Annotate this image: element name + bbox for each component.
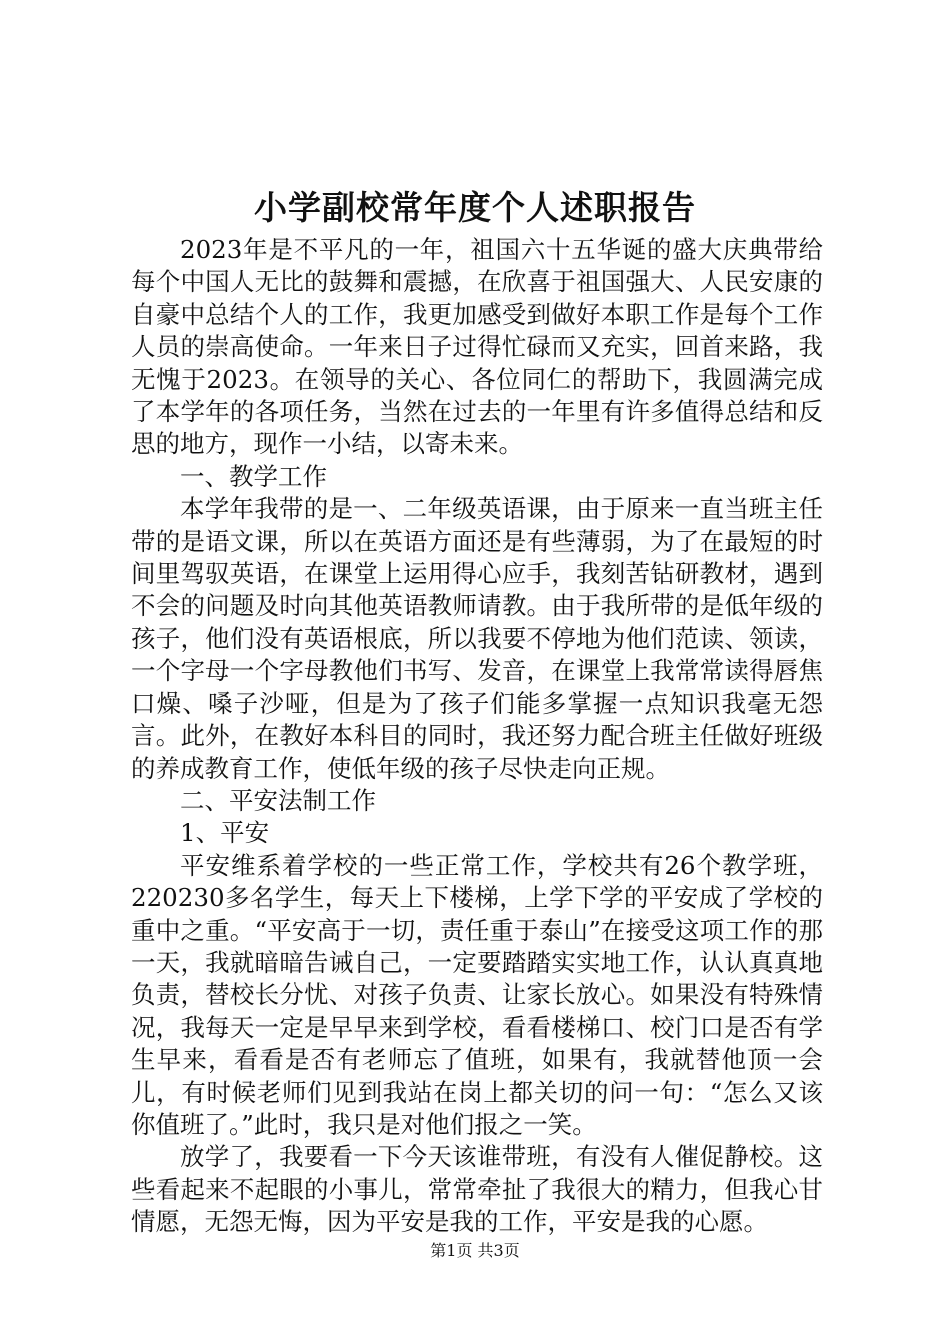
paragraph-after-school: 放学了，我要看一下今天该谁带班，有没有人催促静校。这些看起来不起眼的小事儿，常常牵扯了我很大的精力，但我心甘情愿，无怨无悔，因为平安是我的工作，平安是我的心愿。: [131, 1142, 823, 1237]
section-heading-safety-law: 二、平安法制工作: [180, 785, 376, 815]
paragraph-teaching: 本学年我带的是一、二年级英语课，由于原来一直当班主任带的是语文课，所以在英语方面还是有些薄弱，为了在最短的时间里驾驭英语，在课堂上运用得心应手，我刻苦钻研教材，遇到不会的问题及时向其他英语教师请教。由于我所带的是低年级的孩子，他们没有英语根底，所以我要不停地为他们范读、领读，一个字母一个字母教他们书写、发音，在课堂上我常常读得唇焦口燥、嗓子沙哑，但是为了孩子们能多掌握一点知识我毫无怨言。此外，在教好本科目的同时，我还努力配合班主任做好班级的养成教育工作，使低年级的孩子尽快走向正规。: [131, 494, 823, 783]
paragraph-intro: 2023年是不平凡的一年，祖国六十五华诞的盛大庆典带给每个中国人无比的鼓舞和震撼，在欣喜于祖国强大、人民安康的自豪中总结个人的工作，我更加感受到做好本职工作是每个工作人员的崇高使命。一年来日子过得忙碌而又充实，回首来路，我无愧于2023。在领导的关心、各位同仁的帮助下，我圆满完成了本学年的各项任务，当然在过去的一年里有许多值得总结和反思的地方，现作一小结，以寄未来。: [131, 235, 823, 459]
page-number: 第1页 共3页: [430, 1241, 520, 1260]
document-title: 小学副校常年度个人述职报告: [254, 188, 696, 227]
subsection-heading-safety: 1、平安: [180, 818, 270, 848]
document-body: [131, 234, 823, 1239]
section-heading-teaching: 一、教学工作: [180, 461, 327, 491]
paragraph-safety: 平安维系着学校的一些正常工作，学校共有26个教学班，220230多名学生，每天上下楼梯，上学下学的平安成了学校的重中之重。“平安高于一切，责任重于泰山”在接受这项工作的那一天，我就暗暗告诫自己，一定要踏踏实实地工作，认认真真地负责，替校长分忧、对孩子负责、让家长放心。如果没有特殊情况，我每天一定是早早来到学校，看看楼梯口、校门口是否有学生早来，看看是否有老师忘了值班，如果有，我就替他顶一会儿，有时候老师们见到我站在岗上都关切的问一句：“怎么又该你值班了。”此时，我只是对他们报之一笑。: [131, 850, 823, 1139]
